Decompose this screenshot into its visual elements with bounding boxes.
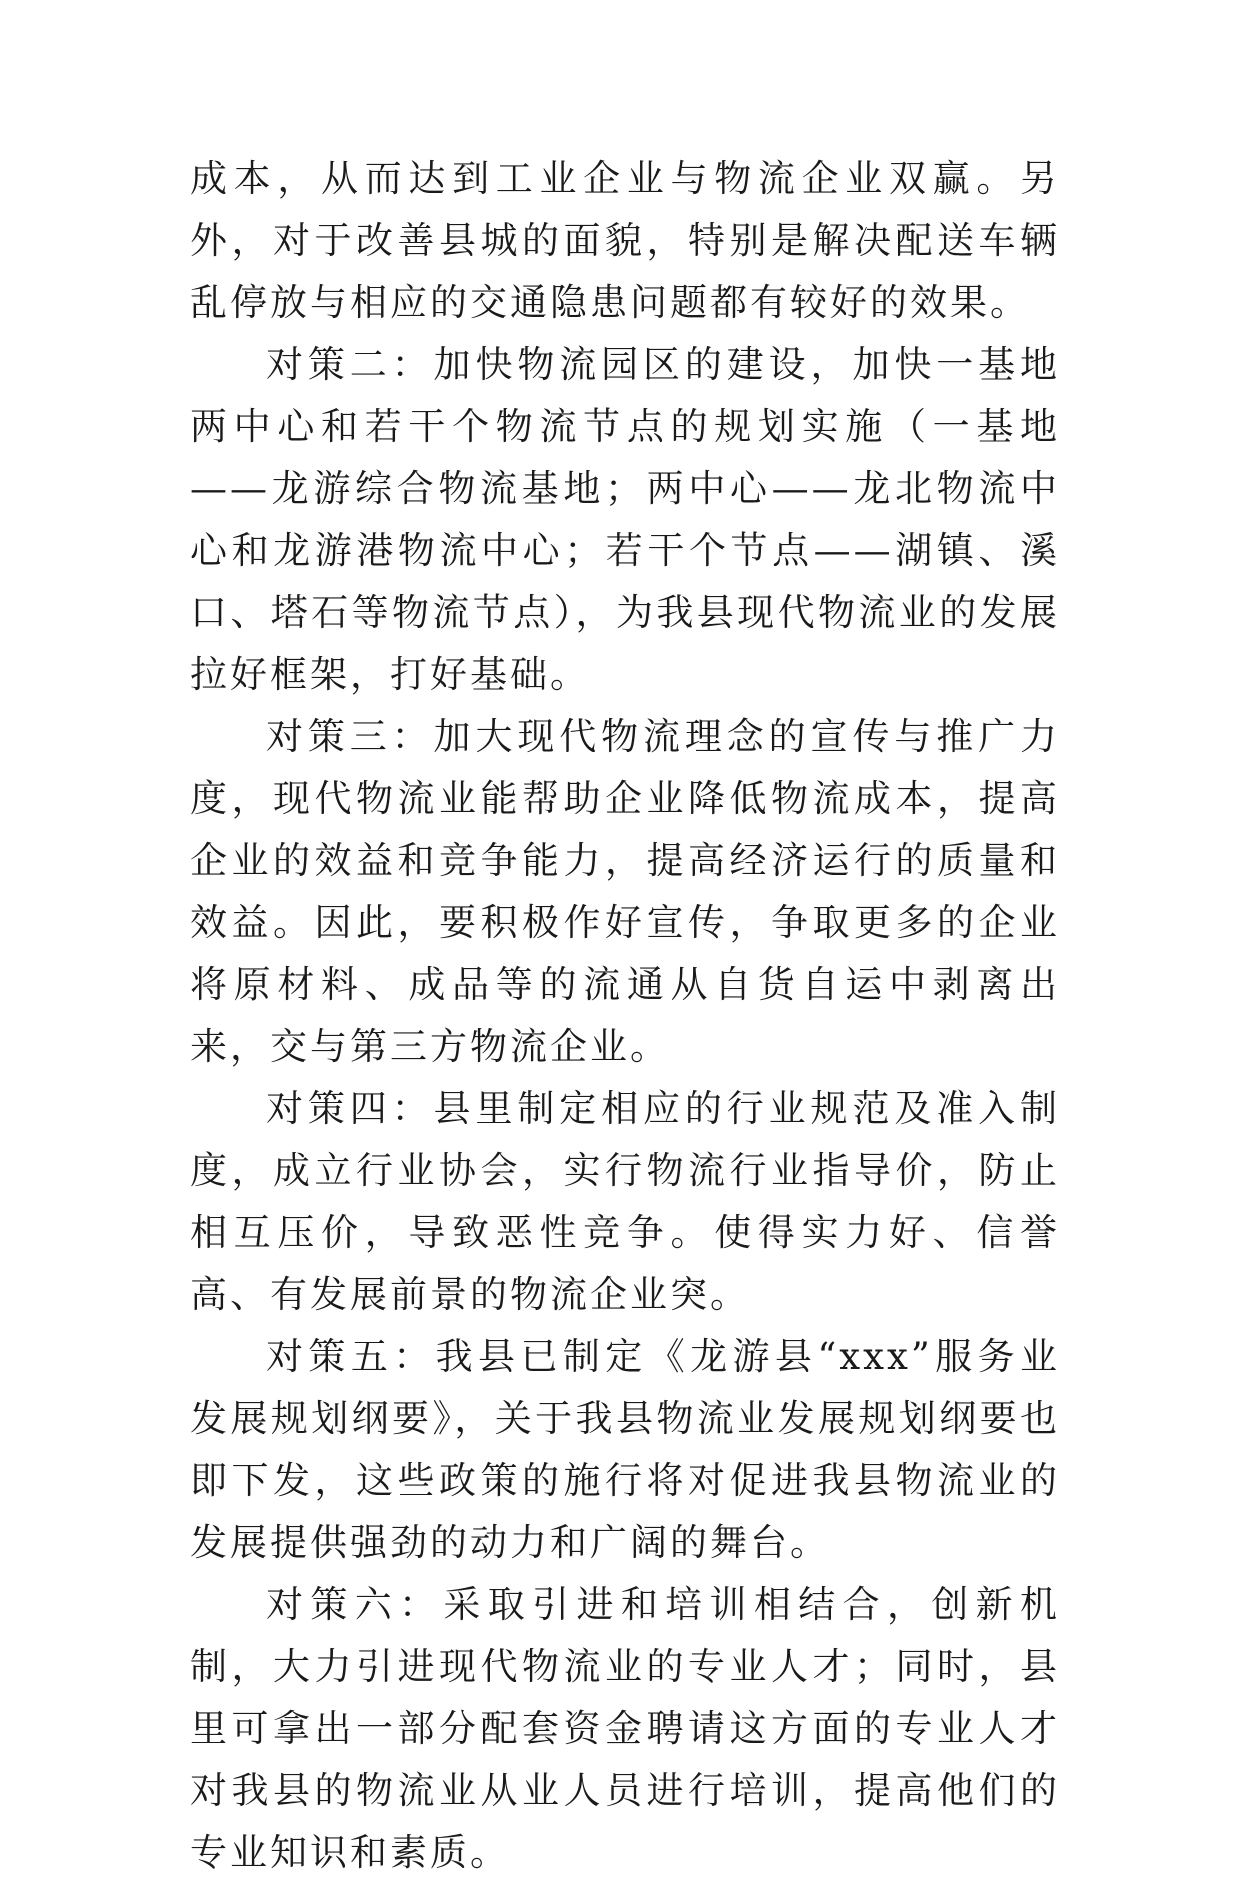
- document-body: [190, 148, 1060, 1884]
- paragraph-intro-continuation: 成本，从而达到工业企业与物流企业双赢。另外，对于改善县城的面貌，特别是解决配送车辆乱停放与相应的交通隐患问题都有较好的效果。: [190, 157, 1060, 324]
- paragraph-strategy-6: 对策六：采取引进和培训相结合，创新机制，大力引进现代物流业的专业人才；同时，县里可拿出一部分配套资金聘请这方面的专业人才对我县的物流业从业人员进行培训，提高他们的专业知识和素质。: [190, 1583, 1060, 1874]
- paragraph-strategy-2: 对策二：加快物流园区的建设，加快一基地两中心和若干个物流节点的规划实施（一基地——龙游综合物流基地；两中心——龙北物流中心和龙游港物流中心；若干个节点——湖镇、溪口、塔石等物流节点），为我县现代物流业的发展拉好框架，打好基础。: [190, 343, 1060, 696]
- paragraph-strategy-4: 对策四：县里制定相应的行业规范及准入制度，成立行业协会，实行物流行业指导价，防止相互压价，导致恶性竞争。使得实力好、信誉高、有发展前景的物流企业突。: [190, 1087, 1060, 1316]
- paragraph-strategy-3: 对策三：加大现代物流理念的宣传与推广力度，现代物流业能帮助企业降低物流成本，提高企业的效益和竞争能力，提高经济运行的质量和效益。因此，要积极作好宣传，争取更多的企业将原材料、成品等的流通从自货自运中剥离出来，交与第三方物流企业。: [190, 715, 1060, 1068]
- paragraph-strategy-5: 对策五：我县已制定《龙游县“xxx”服务业发展规划纲要》，关于我县物流业发展规划纲要也即下发，这些政策的施行将对促进我县物流业的发展提供强劲的动力和广阔的舞台。: [190, 1335, 1060, 1564]
